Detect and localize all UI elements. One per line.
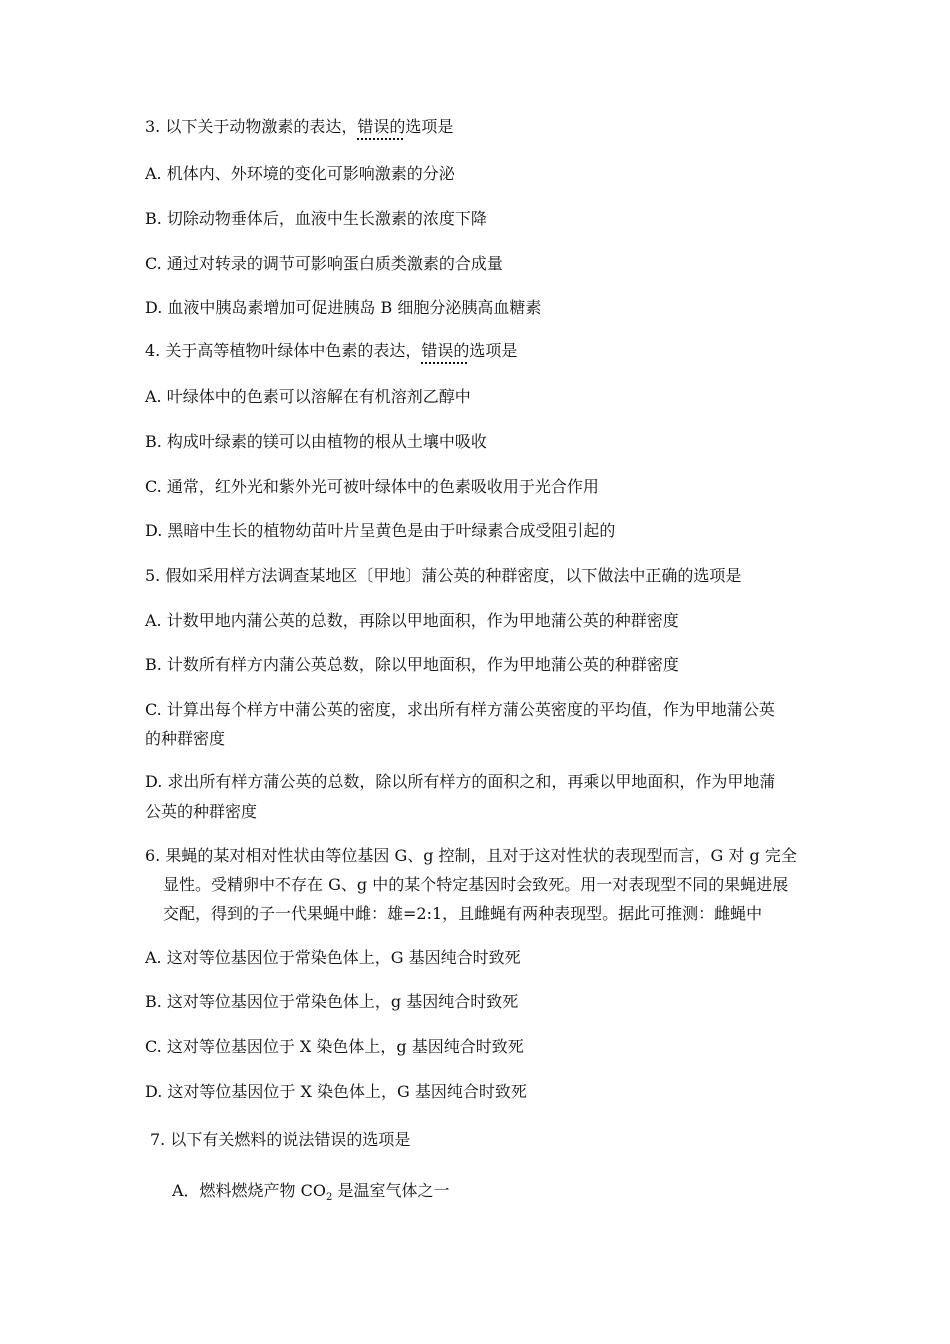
q5-option-c-line2: 的种群密度: [145, 729, 226, 748]
q7-option-a: [172, 1176, 815, 1213]
q4-option-d: D. 黑暗中生长的植物幼苗叶片呈黄色是由于叶绿素合成受阻引起的: [145, 521, 616, 540]
q4-stem-end: 选项是: [469, 341, 518, 360]
q5-option-d-line1: D. 求出所有样方蒲公英的总数，除以所有样方的面积之和，再乘以甲地面积，作为甲地蒲: [145, 772, 776, 791]
q5-stem: 5. 假如采用样方法调查某地区〔甲地〕蒲公英的种群密度，以下做法中正确的选项是: [145, 566, 742, 585]
q7-stem: 7. 以下有关燃料的说法错误的选项是: [150, 1130, 411, 1149]
q6-option-a: A. 这对等位基因位于常染色体上，G 基因纯合时致死: [145, 948, 521, 967]
q3-stem: [145, 112, 815, 142]
q6-option-b: B. 这对等位基因位于常染色体上，g 基因纯合时致死: [145, 992, 519, 1011]
q6-option-d: D. 这对等位基因位于 X 染色体上，G 基因纯合时致死: [145, 1082, 527, 1101]
q4-stem-text: 4. 关于高等植物叶绿体中色素的表达，: [145, 341, 422, 360]
q4-option-a: A. 叶绿体中的色素可以溶解在有机溶剂乙醇中: [145, 387, 471, 406]
q7-option-a-text: A．燃料燃烧产物 CO: [172, 1181, 327, 1200]
q5-option-b: B. 计数所有样方内蒲公英总数，除以甲地面积，作为甲地蒲公英的种群密度: [145, 655, 679, 674]
q5-option-c-line1: C. 计算出每个样方中蒲公英的密度，求出所有样方蒲公英密度的平均值，作为甲地蒲公英: [145, 700, 775, 719]
q3-option-a: A. 机体内、外环境的变化可影响激素的分泌: [145, 164, 455, 183]
q7-option-a-end: 是温室气体之一: [332, 1181, 450, 1200]
q4-option-c: C. 通常，红外光和紫外光可被叶绿体中的色素吸收用于光合作用: [145, 477, 599, 496]
q5-option-a: A. 计数甲地内蒲公英的总数，再除以甲地面积，作为甲地蒲公英的种群密度: [145, 611, 679, 630]
q3-stem-end: 选项是: [405, 117, 454, 136]
q6-stem-line3: 交配，得到的子一代果蝇中雌：雄=2:1，且雌蝇有两种表现型。据此可推测：雌蝇中: [163, 904, 763, 923]
co2-subscript: 2: [326, 1192, 333, 1204]
q3-option-c: C. 通过对转录的调节可影响蛋白质类激素的合成量: [145, 254, 503, 273]
q4-stem: [145, 336, 815, 366]
q6-stem-line1: 6. 果蝇的某对相对性状由等位基因 G、g 控制，且对于这对性状的表现型而言，G 对 g 完全: [145, 846, 797, 865]
q3-option-d: D. 血液中胰岛素增加可促进胰岛 B 细胞分泌胰高血糖素: [145, 298, 542, 317]
q6-stem-line2: 显性。受精卵中不存在 G、g 中的某个特定基因时会致死。用一对表现型不同的果蝇进展: [163, 875, 789, 894]
q4-option-b: B. 构成叶绿素的镁可以由植物的根从土壤中吸收: [145, 432, 487, 451]
q5-option-d-line2: 公英的种群密度: [145, 802, 258, 821]
q3-option-b: B. 切除动物垂体后，血液中生长激素的浓度下降: [145, 209, 487, 228]
q3-stem-text: 3. 以下关于动物激素的表达，: [145, 117, 358, 136]
q6-option-c: C. 这对等位基因位于 X 染色体上，g 基因纯合时致死: [145, 1037, 524, 1056]
q4-emphasis: 错误的: [421, 341, 470, 360]
q3-emphasis: 错误的: [357, 117, 406, 136]
